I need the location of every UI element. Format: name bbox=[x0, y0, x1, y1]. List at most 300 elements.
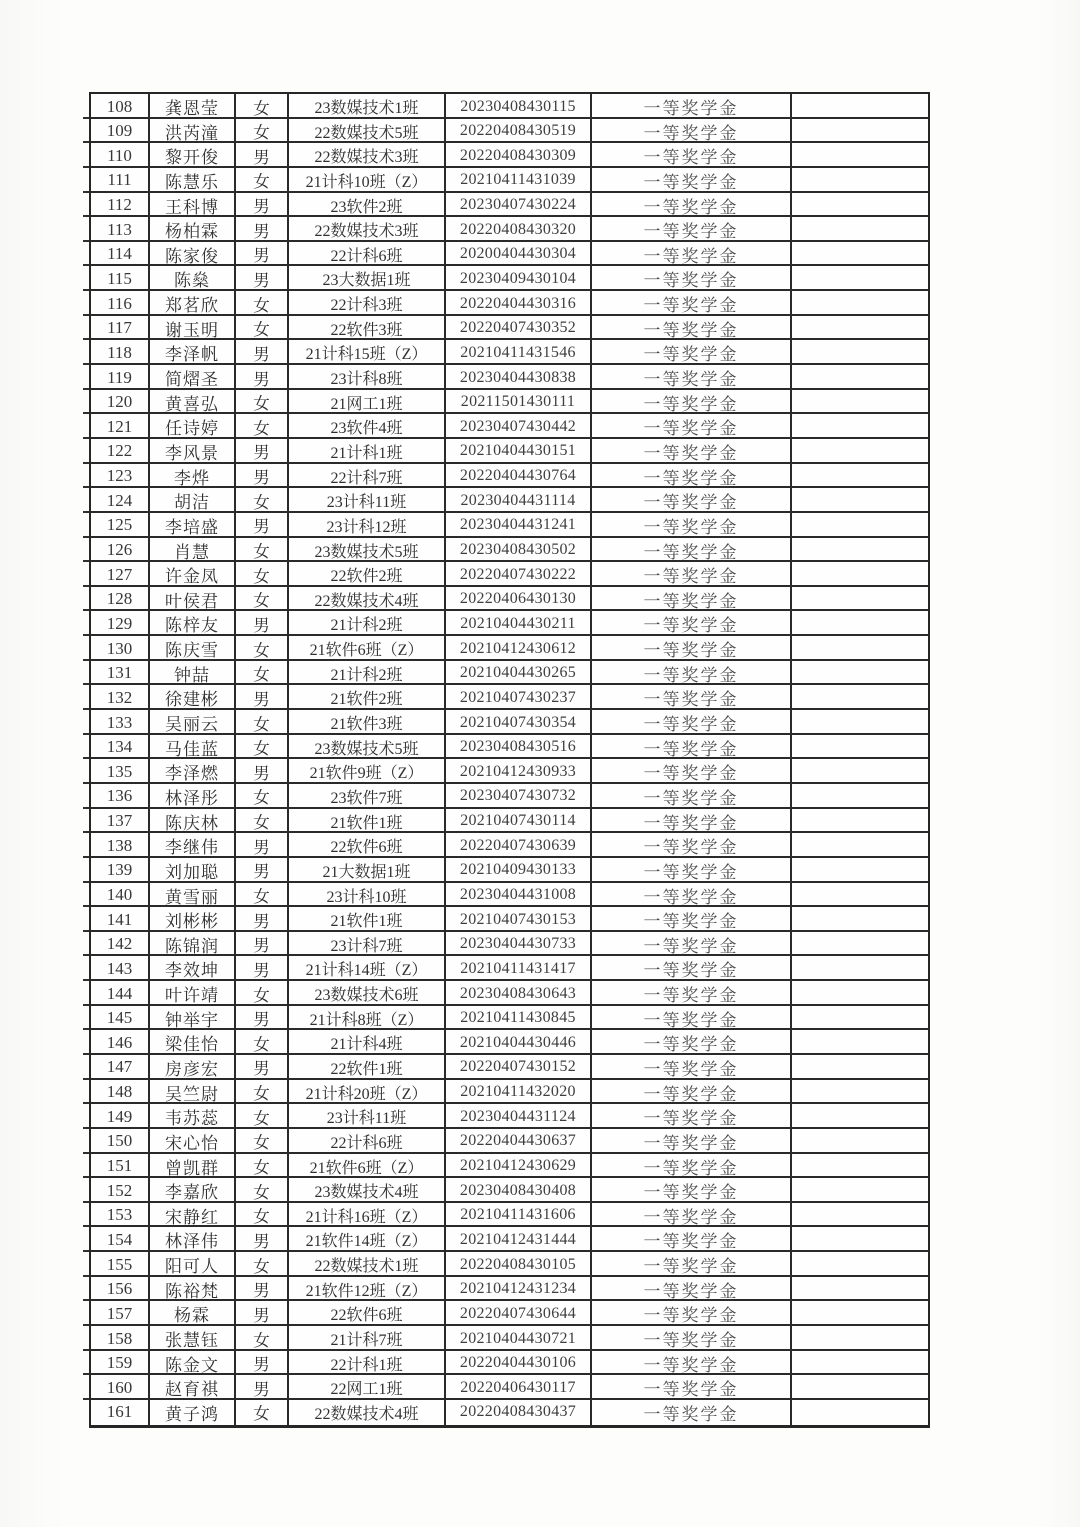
cell-student-id: 20210404430151 bbox=[446, 439, 592, 464]
cell-gender: 女 bbox=[236, 1154, 289, 1179]
cell-blank bbox=[792, 1400, 928, 1425]
cell-student-id: 20230408430115 bbox=[446, 94, 592, 119]
cell-award: 一等奖学金 bbox=[592, 1006, 792, 1031]
table-row bbox=[91, 1277, 928, 1302]
cell-serial-number: 152 bbox=[91, 1178, 150, 1203]
cell-blank bbox=[792, 710, 928, 735]
cell-serial-number: 131 bbox=[91, 661, 150, 686]
cell-class: 22数媒技术3班 bbox=[289, 217, 446, 242]
cell-gender: 女 bbox=[236, 636, 289, 661]
cell-gender: 女 bbox=[236, 784, 289, 809]
cell-gender: 女 bbox=[236, 168, 289, 193]
cell-blank bbox=[792, 390, 928, 415]
cell-gender: 男 bbox=[236, 956, 289, 981]
cell-class: 23数媒技术6班 bbox=[289, 981, 446, 1006]
cell-student-id: 20210411430845 bbox=[446, 1006, 592, 1031]
cell-class: 23计科11班 bbox=[289, 488, 446, 513]
table-row bbox=[91, 759, 928, 784]
cell-serial-number: 148 bbox=[91, 1080, 150, 1105]
cell-student-id: 20210412430629 bbox=[446, 1154, 592, 1179]
cell-class: 23数媒技术5班 bbox=[289, 538, 446, 563]
cell-award: 一等奖学金 bbox=[592, 1277, 792, 1302]
table-row bbox=[91, 710, 928, 735]
cell-blank bbox=[792, 1129, 928, 1154]
cell-student-id: 20210409430133 bbox=[446, 858, 592, 883]
cell-student-name: 陈金文 bbox=[150, 1351, 236, 1376]
cell-gender: 女 bbox=[236, 1326, 289, 1351]
cell-award: 一等奖学金 bbox=[592, 759, 792, 784]
table-row bbox=[91, 611, 928, 636]
cell-serial-number: 117 bbox=[91, 316, 150, 341]
cell-award: 一等奖学金 bbox=[592, 1301, 792, 1326]
cell-award: 一等奖学金 bbox=[592, 291, 792, 316]
cell-award: 一等奖学金 bbox=[592, 1351, 792, 1376]
table-row bbox=[91, 1227, 928, 1252]
cell-class: 22计科6班 bbox=[289, 242, 446, 267]
cell-class: 21计科4班 bbox=[289, 1030, 446, 1055]
cell-class: 21软件3班 bbox=[289, 710, 446, 735]
cell-gender: 女 bbox=[236, 1252, 289, 1277]
cell-award: 一等奖学金 bbox=[592, 809, 792, 834]
cell-serial-number: 128 bbox=[91, 587, 150, 612]
table-row bbox=[91, 168, 928, 193]
cell-serial-number: 127 bbox=[91, 562, 150, 587]
cell-serial-number: 116 bbox=[91, 291, 150, 316]
cell-serial-number: 113 bbox=[91, 217, 150, 242]
cell-blank bbox=[792, 611, 928, 636]
cell-award: 一等奖学金 bbox=[592, 464, 792, 489]
table-row bbox=[91, 661, 928, 686]
cell-student-id: 20210411431417 bbox=[446, 956, 592, 981]
cell-class: 21大数据1班 bbox=[289, 858, 446, 883]
cell-student-name: 王科博 bbox=[150, 193, 236, 218]
cell-serial-number: 111 bbox=[91, 168, 150, 193]
cell-student-name: 林泽伟 bbox=[150, 1227, 236, 1252]
table-row bbox=[91, 858, 928, 883]
cell-award: 一等奖学金 bbox=[592, 883, 792, 908]
cell-award: 一等奖学金 bbox=[592, 1326, 792, 1351]
cell-blank bbox=[792, 981, 928, 1006]
cell-class: 21计科2班 bbox=[289, 661, 446, 686]
cell-award: 一等奖学金 bbox=[592, 193, 792, 218]
cell-gender: 女 bbox=[236, 587, 289, 612]
cell-student-name: 黄雪丽 bbox=[150, 883, 236, 908]
cell-serial-number: 139 bbox=[91, 858, 150, 883]
cell-class: 21计科14班（Z） bbox=[289, 956, 446, 981]
cell-gender: 男 bbox=[236, 242, 289, 267]
cell-class: 21软件6班（Z） bbox=[289, 636, 446, 661]
cell-student-name: 任诗婷 bbox=[150, 414, 236, 439]
cell-student-id: 20230408430408 bbox=[446, 1178, 592, 1203]
cell-blank bbox=[792, 1351, 928, 1376]
cell-blank bbox=[792, 1006, 928, 1031]
cell-award: 一等奖学金 bbox=[592, 266, 792, 291]
cell-class: 21软件2班 bbox=[289, 685, 446, 710]
table-row bbox=[91, 488, 928, 513]
table-row bbox=[91, 883, 928, 908]
cell-gender: 男 bbox=[236, 365, 289, 390]
table-row bbox=[91, 1400, 928, 1425]
table-row bbox=[91, 932, 928, 957]
cell-student-name: 李培盛 bbox=[150, 513, 236, 538]
table-row bbox=[91, 1375, 928, 1400]
cell-student-name: 谢玉明 bbox=[150, 316, 236, 341]
cell-class: 23大数据1班 bbox=[289, 266, 446, 291]
cell-student-name: 许金凤 bbox=[150, 562, 236, 587]
cell-student-name: 肖慧 bbox=[150, 538, 236, 563]
table-row bbox=[91, 809, 928, 834]
cell-class: 22数媒技术4班 bbox=[289, 587, 446, 612]
cell-student-name: 钟举宇 bbox=[150, 1006, 236, 1031]
cell-student-id: 20230409430104 bbox=[446, 266, 592, 291]
cell-student-name: 钟喆 bbox=[150, 661, 236, 686]
cell-serial-number: 160 bbox=[91, 1375, 150, 1400]
cell-student-id: 20210407430354 bbox=[446, 710, 592, 735]
cell-award: 一等奖学金 bbox=[592, 956, 792, 981]
cell-class: 22软件6班 bbox=[289, 833, 446, 858]
cell-serial-number: 134 bbox=[91, 735, 150, 760]
cell-class: 21计科16班（Z） bbox=[289, 1203, 446, 1228]
cell-class: 21软件1班 bbox=[289, 907, 446, 932]
scholarship-table bbox=[89, 92, 930, 1428]
cell-gender: 女 bbox=[236, 291, 289, 316]
table-row bbox=[91, 513, 928, 538]
table-row bbox=[91, 784, 928, 809]
cell-gender: 男 bbox=[236, 1301, 289, 1326]
table-row bbox=[91, 981, 928, 1006]
cell-blank bbox=[792, 587, 928, 612]
cell-student-id: 20210407430237 bbox=[446, 685, 592, 710]
cell-serial-number: 156 bbox=[91, 1277, 150, 1302]
cell-student-id: 20220408430105 bbox=[446, 1252, 592, 1277]
cell-blank bbox=[792, 1030, 928, 1055]
cell-student-name: 郑茗欣 bbox=[150, 291, 236, 316]
cell-student-name: 马佳蓝 bbox=[150, 735, 236, 760]
cell-blank bbox=[792, 1326, 928, 1351]
table-row bbox=[91, 340, 928, 365]
cell-award: 一等奖学金 bbox=[592, 488, 792, 513]
cell-gender: 男 bbox=[236, 217, 289, 242]
cell-student-name: 李继伟 bbox=[150, 833, 236, 858]
cell-serial-number: 108 bbox=[91, 94, 150, 119]
cell-class: 22数媒技术5班 bbox=[289, 119, 446, 144]
cell-award: 一等奖学金 bbox=[592, 217, 792, 242]
table-row bbox=[91, 1154, 928, 1179]
cell-student-id: 20210411432020 bbox=[446, 1080, 592, 1105]
cell-student-id: 20210412431234 bbox=[446, 1277, 592, 1302]
cell-award: 一等奖学金 bbox=[592, 735, 792, 760]
cell-class: 22软件6班 bbox=[289, 1301, 446, 1326]
cell-gender: 男 bbox=[236, 858, 289, 883]
cell-award: 一等奖学金 bbox=[592, 562, 792, 587]
cell-award: 一等奖学金 bbox=[592, 1055, 792, 1080]
cell-serial-number: 135 bbox=[91, 759, 150, 784]
cell-gender: 女 bbox=[236, 1400, 289, 1425]
cell-gender: 女 bbox=[236, 94, 289, 119]
cell-student-id: 20210407430153 bbox=[446, 907, 592, 932]
cell-serial-number: 114 bbox=[91, 242, 150, 267]
table-row bbox=[91, 1006, 928, 1031]
cell-gender: 女 bbox=[236, 1104, 289, 1129]
cell-gender: 女 bbox=[236, 562, 289, 587]
cell-serial-number: 119 bbox=[91, 365, 150, 390]
cell-blank bbox=[792, 661, 928, 686]
cell-class: 21软件14班（Z） bbox=[289, 1227, 446, 1252]
cell-award: 一等奖学金 bbox=[592, 833, 792, 858]
cell-class: 22计科1班 bbox=[289, 1351, 446, 1376]
cell-blank bbox=[792, 759, 928, 784]
cell-student-id: 20210404430446 bbox=[446, 1030, 592, 1055]
cell-blank bbox=[792, 119, 928, 144]
cell-gender: 女 bbox=[236, 316, 289, 341]
cell-gender: 男 bbox=[236, 759, 289, 784]
cell-student-id: 20210412431444 bbox=[446, 1227, 592, 1252]
cell-class: 23软件4班 bbox=[289, 414, 446, 439]
cell-class: 22软件3班 bbox=[289, 316, 446, 341]
table-row bbox=[91, 119, 928, 144]
cell-student-id: 20230407430732 bbox=[446, 784, 592, 809]
cell-award: 一等奖学金 bbox=[592, 340, 792, 365]
table-row bbox=[91, 143, 928, 168]
cell-student-name: 吴丽云 bbox=[150, 710, 236, 735]
cell-student-name: 杨霖 bbox=[150, 1301, 236, 1326]
cell-blank bbox=[792, 685, 928, 710]
cell-student-id: 20220408430519 bbox=[446, 119, 592, 144]
cell-student-id: 20230408430643 bbox=[446, 981, 592, 1006]
cell-blank bbox=[792, 907, 928, 932]
cell-serial-number: 142 bbox=[91, 932, 150, 957]
cell-blank bbox=[792, 242, 928, 267]
cell-blank bbox=[792, 636, 928, 661]
cell-gender: 女 bbox=[236, 538, 289, 563]
cell-student-name: 赵育祺 bbox=[150, 1375, 236, 1400]
cell-award: 一等奖学金 bbox=[592, 1227, 792, 1252]
cell-blank bbox=[792, 414, 928, 439]
cell-student-name: 李风景 bbox=[150, 439, 236, 464]
cell-student-name: 陈家俊 bbox=[150, 242, 236, 267]
cell-gender: 男 bbox=[236, 513, 289, 538]
cell-gender: 男 bbox=[236, 439, 289, 464]
cell-student-id: 20220407430222 bbox=[446, 562, 592, 587]
cell-student-id: 20230404430733 bbox=[446, 932, 592, 957]
cell-award: 一等奖学金 bbox=[592, 1080, 792, 1105]
table-row bbox=[91, 1301, 928, 1326]
cell-student-id: 20220404430106 bbox=[446, 1351, 592, 1376]
cell-student-name: 房彦宏 bbox=[150, 1055, 236, 1080]
cell-serial-number: 149 bbox=[91, 1104, 150, 1129]
cell-award: 一等奖学金 bbox=[592, 858, 792, 883]
cell-gender: 男 bbox=[236, 193, 289, 218]
cell-award: 一等奖学金 bbox=[592, 1030, 792, 1055]
cell-student-name: 李效坤 bbox=[150, 956, 236, 981]
cell-blank bbox=[792, 735, 928, 760]
cell-class: 21计科7班 bbox=[289, 1326, 446, 1351]
cell-class: 22计科6班 bbox=[289, 1129, 446, 1154]
cell-student-id: 20210411431039 bbox=[446, 168, 592, 193]
table-row bbox=[91, 636, 928, 661]
table-row bbox=[91, 1252, 928, 1277]
cell-serial-number: 145 bbox=[91, 1006, 150, 1031]
cell-class: 22计科7班 bbox=[289, 464, 446, 489]
cell-serial-number: 158 bbox=[91, 1326, 150, 1351]
table-row bbox=[91, 365, 928, 390]
cell-serial-number: 124 bbox=[91, 488, 150, 513]
cell-serial-number: 130 bbox=[91, 636, 150, 661]
cell-student-name: 徐建彬 bbox=[150, 685, 236, 710]
cell-gender: 男 bbox=[236, 1277, 289, 1302]
cell-gender: 女 bbox=[236, 488, 289, 513]
table-row bbox=[91, 242, 928, 267]
cell-award: 一等奖学金 bbox=[592, 636, 792, 661]
cell-serial-number: 112 bbox=[91, 193, 150, 218]
cell-serial-number: 121 bbox=[91, 414, 150, 439]
cell-class: 22软件2班 bbox=[289, 562, 446, 587]
cell-blank bbox=[792, 858, 928, 883]
table-row bbox=[91, 439, 928, 464]
cell-gender: 男 bbox=[236, 932, 289, 957]
cell-class: 23数媒技术1班 bbox=[289, 94, 446, 119]
cell-award: 一等奖学金 bbox=[592, 907, 792, 932]
cell-serial-number: 140 bbox=[91, 883, 150, 908]
cell-award: 一等奖学金 bbox=[592, 1104, 792, 1129]
cell-student-id: 20220404430316 bbox=[446, 291, 592, 316]
cell-gender: 女 bbox=[236, 981, 289, 1006]
cell-student-name: 林泽彤 bbox=[150, 784, 236, 809]
cell-student-id: 20230404431114 bbox=[446, 488, 592, 513]
cell-class: 22数媒技术4班 bbox=[289, 1400, 446, 1425]
cell-award: 一等奖学金 bbox=[592, 932, 792, 957]
cell-award: 一等奖学金 bbox=[592, 685, 792, 710]
cell-serial-number: 141 bbox=[91, 907, 150, 932]
cell-student-id: 20220408430320 bbox=[446, 217, 592, 242]
cell-gender: 男 bbox=[236, 833, 289, 858]
cell-serial-number: 118 bbox=[91, 340, 150, 365]
table-row bbox=[91, 266, 928, 291]
cell-class: 21计科1班 bbox=[289, 439, 446, 464]
cell-student-name: 黄喜弘 bbox=[150, 390, 236, 415]
cell-award: 一等奖学金 bbox=[592, 1178, 792, 1203]
cell-award: 一等奖学金 bbox=[592, 1375, 792, 1400]
cell-student-name: 李烨 bbox=[150, 464, 236, 489]
cell-serial-number: 133 bbox=[91, 710, 150, 735]
cell-award: 一等奖学金 bbox=[592, 611, 792, 636]
cell-award: 一等奖学金 bbox=[592, 439, 792, 464]
table-row bbox=[91, 316, 928, 341]
cell-student-id: 20230404431241 bbox=[446, 513, 592, 538]
cell-award: 一等奖学金 bbox=[592, 1154, 792, 1179]
cell-class: 23数媒技术5班 bbox=[289, 735, 446, 760]
cell-student-name: 刘加聪 bbox=[150, 858, 236, 883]
cell-serial-number: 153 bbox=[91, 1203, 150, 1228]
table-row bbox=[91, 907, 928, 932]
table-row bbox=[91, 1178, 928, 1203]
cell-student-id: 20220407430152 bbox=[446, 1055, 592, 1080]
cell-gender: 女 bbox=[236, 883, 289, 908]
cell-gender: 女 bbox=[236, 809, 289, 834]
cell-student-name: 胡洁 bbox=[150, 488, 236, 513]
cell-serial-number: 132 bbox=[91, 685, 150, 710]
cell-serial-number: 151 bbox=[91, 1154, 150, 1179]
cell-student-name: 李泽燃 bbox=[150, 759, 236, 784]
table-row bbox=[91, 1030, 928, 1055]
cell-student-name: 曾凯群 bbox=[150, 1154, 236, 1179]
cell-award: 一等奖学金 bbox=[592, 94, 792, 119]
cell-award: 一等奖学金 bbox=[592, 316, 792, 341]
cell-student-name: 陈慧乐 bbox=[150, 168, 236, 193]
table-row bbox=[91, 538, 928, 563]
cell-blank bbox=[792, 932, 928, 957]
cell-student-name: 洪芮潼 bbox=[150, 119, 236, 144]
cell-gender: 男 bbox=[236, 266, 289, 291]
cell-serial-number: 159 bbox=[91, 1351, 150, 1376]
cell-serial-number: 126 bbox=[91, 538, 150, 563]
cell-serial-number: 109 bbox=[91, 119, 150, 144]
cell-blank bbox=[792, 538, 928, 563]
cell-student-name: 陈裕梵 bbox=[150, 1277, 236, 1302]
cell-student-id: 20200404430304 bbox=[446, 242, 592, 267]
table-row bbox=[91, 587, 928, 612]
cell-student-id: 20230408430516 bbox=[446, 735, 592, 760]
table-row bbox=[91, 217, 928, 242]
cell-blank bbox=[792, 883, 928, 908]
cell-student-id: 20220406430117 bbox=[446, 1375, 592, 1400]
cell-student-id: 20230404431008 bbox=[446, 883, 592, 908]
cell-student-id: 20210404430721 bbox=[446, 1326, 592, 1351]
cell-student-id: 20230407430224 bbox=[446, 193, 592, 218]
cell-blank bbox=[792, 1080, 928, 1105]
cell-class: 21计科2班 bbox=[289, 611, 446, 636]
cell-student-id: 20211501430111 bbox=[446, 390, 592, 415]
cell-class: 21软件12班（Z） bbox=[289, 1277, 446, 1302]
cell-blank bbox=[792, 956, 928, 981]
cell-student-id: 20210412430612 bbox=[446, 636, 592, 661]
table-row bbox=[91, 956, 928, 981]
table-row bbox=[91, 1104, 928, 1129]
cell-serial-number: 154 bbox=[91, 1227, 150, 1252]
cell-student-id: 20220404430637 bbox=[446, 1129, 592, 1154]
cell-serial-number: 129 bbox=[91, 611, 150, 636]
cell-student-id: 20210411431546 bbox=[446, 340, 592, 365]
cell-class: 21软件9班（Z） bbox=[289, 759, 446, 784]
cell-blank bbox=[792, 1154, 928, 1179]
cell-award: 一等奖学金 bbox=[592, 168, 792, 193]
cell-award: 一等奖学金 bbox=[592, 513, 792, 538]
table-row bbox=[91, 1326, 928, 1351]
cell-blank bbox=[792, 1277, 928, 1302]
cell-serial-number: 146 bbox=[91, 1030, 150, 1055]
cell-serial-number: 137 bbox=[91, 809, 150, 834]
cell-student-id: 20210412430933 bbox=[446, 759, 592, 784]
cell-gender: 男 bbox=[236, 1006, 289, 1031]
cell-award: 一等奖学金 bbox=[592, 119, 792, 144]
cell-gender: 女 bbox=[236, 1129, 289, 1154]
table-row bbox=[91, 464, 928, 489]
cell-student-name: 杨柏霖 bbox=[150, 217, 236, 242]
cell-serial-number: 157 bbox=[91, 1301, 150, 1326]
cell-serial-number: 155 bbox=[91, 1252, 150, 1277]
cell-award: 一等奖学金 bbox=[592, 1252, 792, 1277]
cell-blank bbox=[792, 1252, 928, 1277]
cell-student-id: 20220407430352 bbox=[446, 316, 592, 341]
cell-class: 21计科10班（Z） bbox=[289, 168, 446, 193]
table-row bbox=[91, 1080, 928, 1105]
table-row bbox=[91, 735, 928, 760]
cell-blank bbox=[792, 168, 928, 193]
cell-student-id: 20220404430764 bbox=[446, 464, 592, 489]
cell-student-id: 20220407430644 bbox=[446, 1301, 592, 1326]
cell-blank bbox=[792, 1055, 928, 1080]
cell-student-name: 黄子鸿 bbox=[150, 1400, 236, 1425]
